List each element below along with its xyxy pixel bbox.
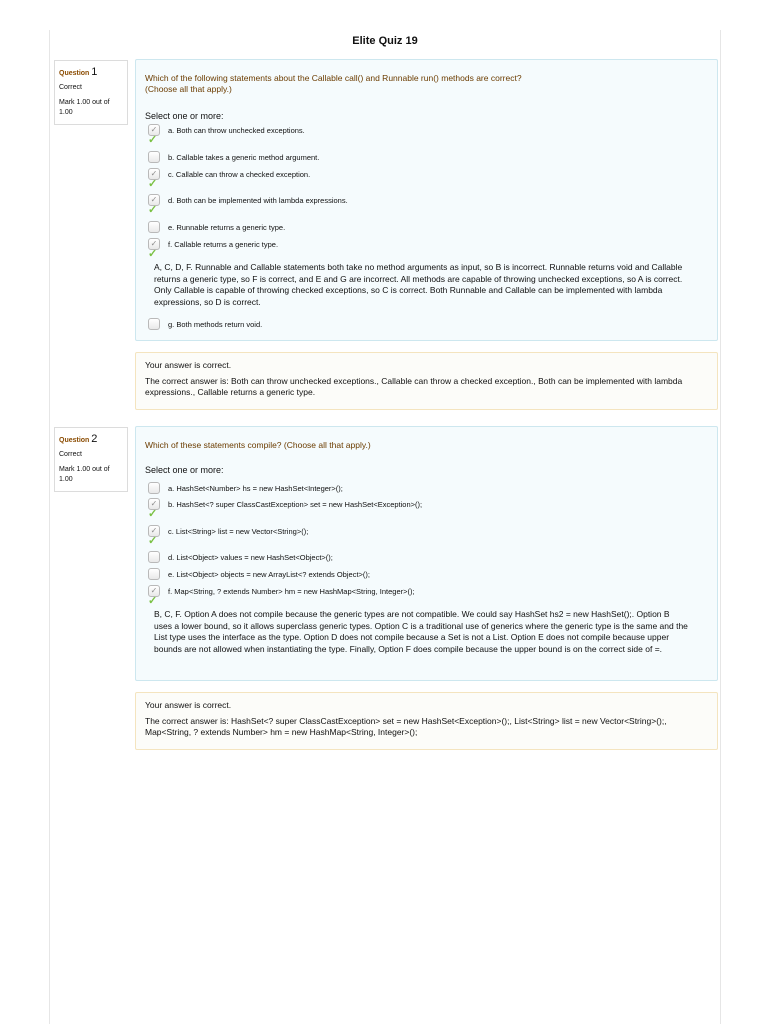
answer-option-d[interactable] [148, 550, 333, 564]
correct-tick-icon: ✓ [148, 248, 158, 260]
question-mark: Mark 1.00 out of 1.00 [59, 99, 110, 116]
question-state: Correct [59, 450, 82, 458]
answer-option-f[interactable] [148, 237, 278, 251]
answer-explanation: B, C, F. Option A does not compile because the generic types are not compatible. We could say HashSet hs2 = new HashSet();. Option B uses a lower bound, so it allows superclass generic types. Option C is a traditional use of generics where the generic type is the same and the List type uses the interface as the type. Option D does not compile because a Set is not a List. Option E does not compile because upper bounds are not allowed when instantiating the type. Finally, Option F does compile because the upper bound is on the correct side of =. [154, 609, 688, 654]
page-title: Elite Quiz 19 [352, 35, 418, 47]
question-1-heading [59, 65, 123, 80]
option-label: b. HashSet<? super ClassCastException> set = new HashSet<Exception>(); [168, 499, 423, 509]
answer-option-g[interactable] [148, 317, 262, 331]
answer-option-f[interactable] [148, 584, 415, 598]
option-checkbox[interactable] [148, 482, 160, 494]
option-label: d. List<Object> values = new HashSet<Object>(); [168, 552, 333, 562]
option-label: e. List<Object> objects = new ArrayList<? extends Object>(); [168, 569, 370, 579]
question-1-info [54, 60, 128, 125]
correct-tick-icon: ✓ [148, 134, 158, 146]
question-2-info [54, 427, 128, 492]
checkmark-icon: ✓ [150, 195, 158, 204]
question-state: Correct [59, 83, 82, 91]
select-prompt: Select one or more: [145, 465, 224, 475]
feedback-right-answer: The correct answer is: HashSet<? super ClassCastException> set = new HashSet<Exception>();, List<String> list = new Vector<String>();, Map<String, ? extends Number> hm = new HashMap<String, Integer>(); [145, 715, 667, 737]
feedback-right-answer: The correct answer is: Both can throw unchecked exceptions., Callable can throw a checked exception., Both can be implemented with lambda expressions., Callable returns a generic type. [145, 375, 683, 397]
feedback-correctness: Your answer is correct. [145, 360, 232, 370]
option-label: g. Both methods return void. [168, 319, 263, 329]
answer-option-e[interactable] [148, 220, 285, 234]
question-number: 1 [91, 66, 98, 78]
option-checkbox[interactable] [148, 221, 160, 233]
answer-option-a[interactable] [148, 481, 343, 495]
option-checkbox[interactable] [148, 318, 160, 330]
answer-option-b[interactable] [148, 150, 319, 164]
correct-tick-icon: ✓ [148, 178, 158, 190]
option-label: b. Callable takes a generic method argument. [168, 152, 320, 162]
correct-tick-icon: ✓ [148, 595, 158, 607]
checkmark-icon: ✓ [150, 586, 158, 595]
option-checkbox[interactable] [148, 151, 160, 163]
question-2-feedback [135, 692, 718, 750]
answer-option-e[interactable] [148, 567, 370, 581]
checkmark-icon: ✓ [150, 125, 158, 134]
option-label: f. Callable returns a generic type. [168, 239, 279, 249]
checkmark-icon: ✓ [150, 169, 158, 178]
feedback-correctness: Your answer is correct. [145, 700, 232, 710]
answer-option-c[interactable] [148, 524, 308, 538]
question-text: Which of these statements compile? (Choose all that apply.) [145, 440, 371, 450]
select-prompt: Select one or more: [145, 111, 224, 121]
answer-option-d[interactable] [148, 193, 348, 207]
option-label: d. Both can be implemented with lambda expressions. [168, 195, 348, 205]
option-label: a. Both can throw unchecked exceptions. [168, 125, 305, 135]
checkmark-icon: ✓ [150, 526, 158, 535]
correct-tick-icon: ✓ [148, 508, 158, 520]
option-checkbox[interactable] [148, 551, 160, 563]
correct-tick-icon: ✓ [148, 535, 158, 547]
question-2-formulation [135, 426, 718, 681]
option-checkbox[interactable] [148, 568, 160, 580]
question-2-heading [59, 432, 123, 447]
question-text: Which of the following statements about the Callable call() and Runnable run() methods are correct? (Choose all that apply.) [145, 73, 522, 94]
option-label: f. Map<String, ? extends Number> hm = new HashMap<String, Integer>(); [168, 586, 415, 596]
answer-option-a[interactable] [148, 123, 305, 137]
question-1-feedback [135, 352, 718, 410]
answer-option-b[interactable] [148, 497, 422, 511]
question-number: 2 [91, 433, 98, 445]
question-mark: Mark 1.00 out of 1.00 [59, 466, 110, 483]
checkmark-icon: ✓ [150, 239, 158, 248]
option-label: a. HashSet<Number> hs = new HashSet<Integer>(); [168, 483, 343, 493]
question-label: Question [59, 70, 90, 77]
answer-option-c[interactable] [148, 167, 310, 181]
checkmark-icon: ✓ [150, 499, 158, 508]
correct-tick-icon: ✓ [148, 204, 158, 216]
option-label: c. Callable can throw a checked exception. [168, 169, 311, 179]
quiz-review-page [49, 30, 721, 1024]
option-label: e. Runnable returns a generic type. [168, 222, 286, 232]
option-label: c. List<String> list = new Vector<String>(); [168, 526, 309, 536]
question-1-formulation [135, 59, 718, 341]
answer-explanation: A, C, D, F. Runnable and Callable statements both take no method arguments as input, so B is incorrect. Runnable returns void and Callable returns a generic type, so F is correct, and E and G are incorrect. All methods are capable of throwing unchecked exceptions, so A is correct. Only Callable is capable of throwing checked exceptions, so C is correct. Both Runnable and Callable can be implemented with lambda expressions, so D is correct. [154, 262, 683, 307]
question-label: Question [59, 437, 90, 444]
